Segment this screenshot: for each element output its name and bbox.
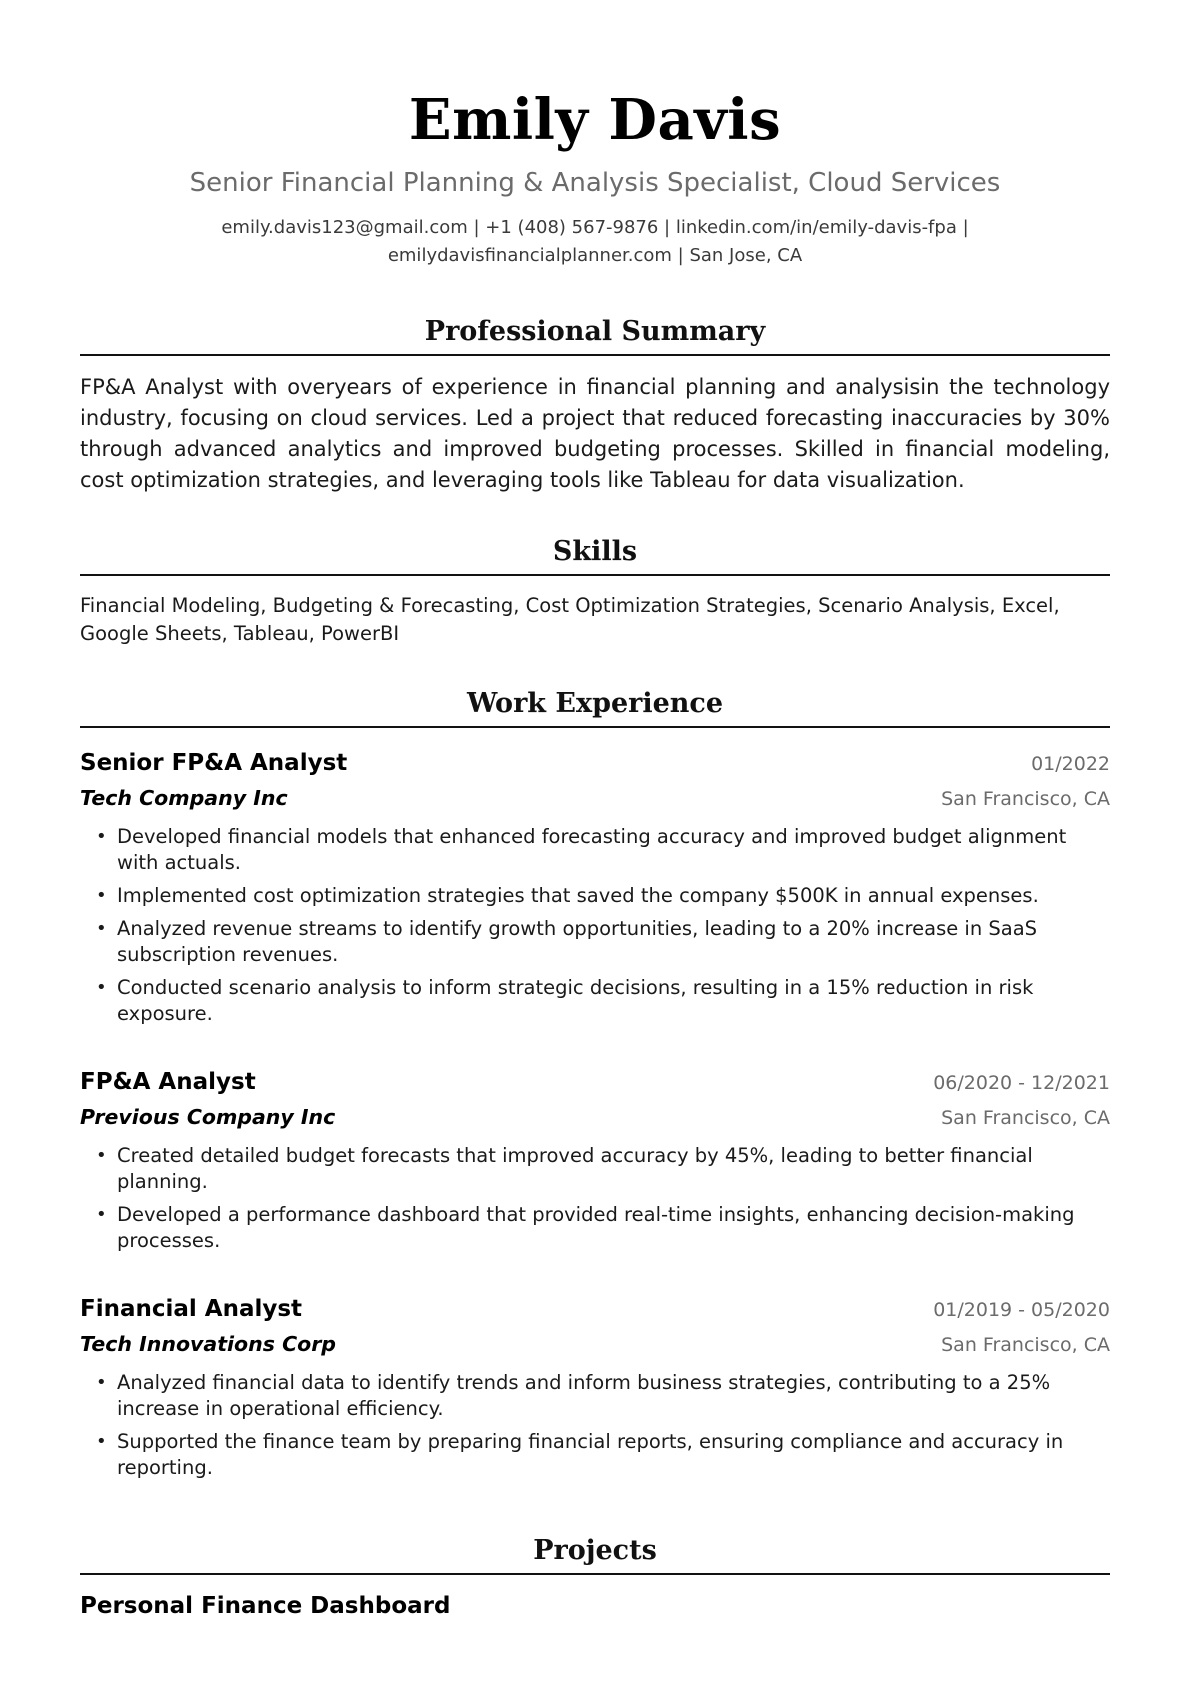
job-header-row (80, 1292, 1110, 1327)
job-bullet: • Developed a performance dashboard that provided real-time insights, enhancing decision-making processes. (80, 1202, 1110, 1254)
candidate-name: Emily Davis (408, 87, 782, 153)
job-entry (80, 1292, 1110, 1481)
job-bullet: • Conducted scenario analysis to inform strategic decisions, resulting in a 15% reduction in risk exposure. (80, 975, 1110, 1027)
job-entry (80, 746, 1110, 1027)
job-header-row (80, 746, 1110, 781)
job-company: Previous Company Inc (80, 1105, 336, 1129)
contact-info (80, 214, 1110, 270)
skills-heading: Skills (80, 534, 1110, 576)
job-company: Tech Innovations Corp (80, 1332, 336, 1356)
skills-section (80, 534, 1110, 648)
job-bullets (80, 1143, 1110, 1254)
job-dates: 01/2019 - 05/2020 (933, 1299, 1110, 1321)
projects-section (80, 1533, 1110, 1623)
job-title: FP&A Analyst (80, 1069, 256, 1095)
job-bullet: • Supported the finance team by preparing financial reports, ensuring compliance and accuracy in reporting. (80, 1429, 1110, 1481)
job-header-row (80, 1065, 1110, 1100)
project-name: Personal Finance Dashboard (80, 1593, 451, 1619)
job-bullet: • Developed financial models that enhanced forecasting accuracy and improved budget alignment with actuals. (80, 824, 1110, 876)
job-dates: 06/2020 - 12/2021 (933, 1072, 1110, 1094)
job-bullet: • Analyzed revenue streams to identify growth opportunities, leading to a 20% increase in SaaS subscription revenues. (80, 916, 1110, 968)
contact-line-1: emily.davis123@gmail.com | +1 (408) 567-9876 | linkedin.com/in/emily-davis-fpa | (221, 217, 969, 238)
job-bullet: • Implemented cost optimization strategies that saved the company $500K in annual expenses. (80, 883, 1110, 909)
candidate-headline: Senior Financial Planning & Analysis Specialist, Cloud Services (189, 168, 1001, 198)
work-experience-section (80, 686, 1110, 1481)
job-bullet: • Analyzed financial data to identify trends and inform business strategies, contributing to a 25% increase in operational efficiency. (80, 1370, 1110, 1422)
job-location: San Francisco, CA (941, 788, 1110, 810)
job-bullet: • Created detailed budget forecasts that improved accuracy by 45%, leading to better financial planning. (80, 1143, 1110, 1195)
job-title: Financial Analyst (80, 1296, 303, 1322)
summary-section (80, 314, 1110, 496)
skills-list: Financial Modeling, Budgeting & Forecasting, Cost Optimization Strategies, Scenario Analysis, Excel, Google Sheets, Tableau, PowerBI (80, 594, 1060, 645)
contact-line-2: emilydavisfinancialplanner.com | San Jose, CA (387, 245, 803, 266)
summary-heading: Professional Summary (80, 314, 1110, 356)
job-dates: 01/2022 (1031, 753, 1110, 775)
job-title: Senior FP&A Analyst (80, 750, 348, 776)
job-company-row (80, 1100, 1110, 1135)
job-company: Tech Company Inc (80, 786, 288, 810)
projects-heading: Projects (80, 1533, 1110, 1575)
job-company-row (80, 1327, 1110, 1362)
work-experience-heading: Work Experience (80, 686, 1110, 728)
job-location: San Francisco, CA (941, 1334, 1110, 1356)
summary-text: FP&A Analyst with overyears of experience in financial planning and analysisin the technology industry, focusing on cloud services. Led a project that reduced forecasting inaccuracies by 30% through advanced analytics and improved budgeting processes. Skilled in financial modeling, cost optimization strategies, and leveraging tools like Tableau for data visualization. (80, 375, 1110, 492)
job-entry (80, 1065, 1110, 1254)
job-company-row (80, 781, 1110, 816)
job-bullets (80, 1370, 1110, 1481)
job-location: San Francisco, CA (941, 1107, 1110, 1129)
job-bullets (80, 824, 1110, 1027)
